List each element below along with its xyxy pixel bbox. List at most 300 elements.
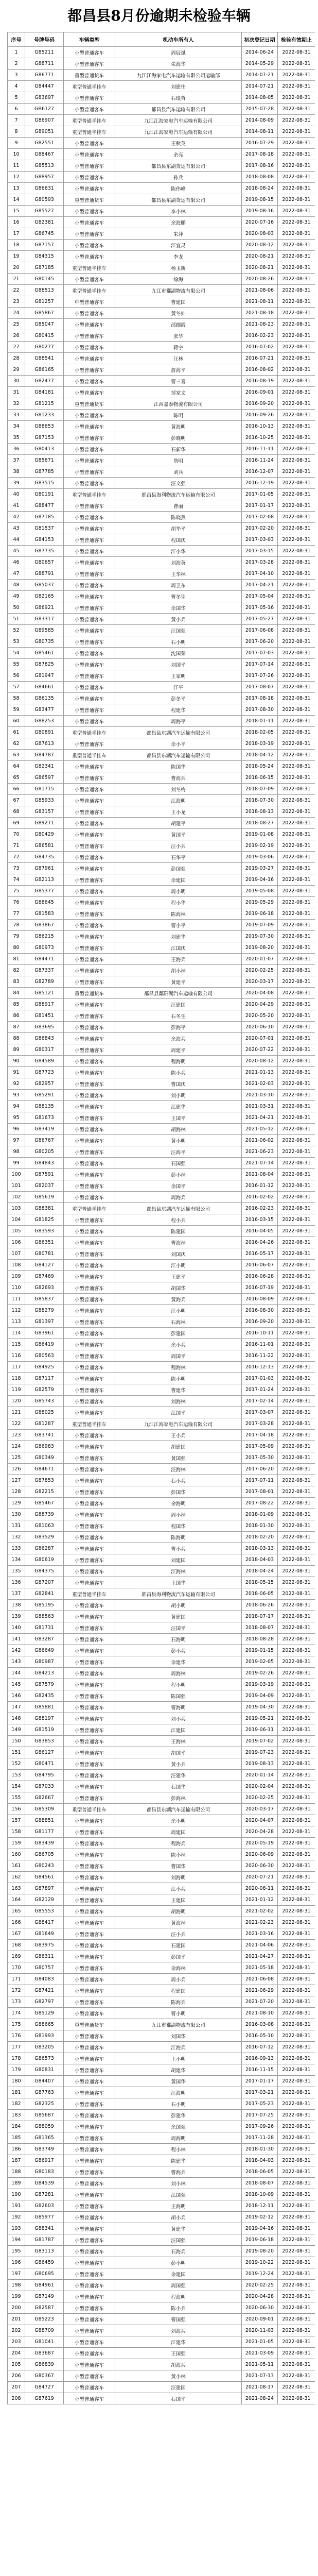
table-row [8, 1962, 315, 1974]
cell-first-registration-date: 2021-06-08 [242, 1974, 278, 1985]
cell-first-registration-date: 2021-03-16 [242, 1928, 278, 1940]
cell-owner: 黄国平 [115, 829, 242, 840]
cell-index: 168 [8, 1940, 25, 1951]
cell-inspection-expiry: 2022-08-31 [278, 908, 315, 920]
table-row [8, 2008, 315, 2019]
cell-first-registration-date: 2021-08-04 [242, 1169, 278, 1180]
cell-owner: 石新华 [115, 444, 242, 455]
cell-plate-number: G82129 [25, 1894, 64, 1906]
cell-vehicle-type: 小型普通客车 [64, 738, 115, 750]
cell-plate-number: G87735 [25, 546, 64, 557]
cell-owner: 九江江海家电汽车运输有限公司 [115, 115, 242, 126]
cell-inspection-expiry: 2022-08-31 [278, 931, 315, 942]
cell-owner: 程海明 [115, 2291, 242, 2302]
cell-inspection-expiry: 2022-08-31 [278, 466, 315, 478]
cell-index: 13 [8, 183, 25, 194]
table-row [8, 194, 315, 206]
cell-owner: 刘国庆 [115, 1248, 242, 1260]
cell-index: 122 [8, 1418, 25, 1430]
cell-inspection-expiry: 2022-08-31 [278, 1214, 315, 1226]
cell-first-registration-date: 2021-03-31 [242, 1101, 278, 1112]
cell-inspection-expiry: 2022-08-31 [278, 852, 315, 863]
cell-inspection-expiry: 2022-08-31 [278, 1044, 315, 1056]
cell-plate-number: G85223 [25, 2314, 64, 2325]
cell-owner: 曹丽 [115, 500, 242, 512]
cell-vehicle-type: 小型普通客车 [64, 863, 115, 874]
table-row [8, 172, 315, 183]
cell-plate-number: G86127 [25, 1747, 64, 1758]
cell-owner: 李小林 [115, 206, 242, 217]
cell-vehicle-type: 重型普通半挂车 [64, 115, 115, 126]
cell-inspection-expiry: 2022-08-31 [278, 1135, 315, 1146]
cell-index: 86 [8, 1010, 25, 1022]
cell-index: 167 [8, 1928, 25, 1940]
cell-first-registration-date: 2019-07-30 [242, 931, 278, 942]
cell-index: 134 [8, 1554, 25, 1566]
cell-plate-number: G87619 [25, 2393, 64, 2404]
cell-index: 76 [8, 897, 25, 908]
cell-index: 202 [8, 2325, 25, 2336]
cell-vehicle-type: 小型普通客车 [64, 500, 115, 512]
cell-plate-number: G80205 [25, 1146, 64, 1158]
cell-inspection-expiry: 2022-08-31 [278, 444, 315, 455]
cell-index: 20 [8, 262, 25, 274]
cell-index: 173 [8, 1996, 25, 2008]
cell-owner: 都昌县东湖货运有限公司 [115, 194, 242, 206]
cell-vehicle-type: 小型普通客车 [64, 2087, 115, 2098]
cell-owner: 江西嘉泰物流有限公司 [115, 398, 242, 410]
cell-plate-number: G86983 [25, 1441, 64, 1452]
header-plate-number: 号牌号码 [25, 32, 64, 47]
cell-owner: 余建国 [115, 2268, 242, 2280]
cell-owner: 程小明 [115, 1679, 242, 1690]
cell-first-registration-date: 2017-08-01 [242, 1486, 278, 1498]
table-row [8, 1452, 315, 1464]
cell-inspection-expiry: 2022-08-31 [278, 1192, 315, 1203]
cell-owner: 都昌县东湖货运有限公司 [115, 160, 242, 172]
cell-index: 128 [8, 1486, 25, 1498]
cell-owner: 陈小兵 [115, 2302, 242, 2314]
cell-inspection-expiry: 2022-08-31 [278, 954, 315, 965]
cell-plate-number: G83515 [25, 478, 64, 489]
table-row [8, 319, 315, 330]
cell-index: 175 [8, 2019, 25, 2030]
cell-plate-number: G86767 [25, 1135, 64, 1146]
cell-first-registration-date: 2017-03-21 [242, 2087, 278, 2098]
table-row [8, 523, 315, 534]
cell-plate-number: G83419 [25, 1124, 64, 1135]
cell-inspection-expiry: 2022-08-31 [278, 1770, 315, 1781]
cell-vehicle-type: 小型普通客车 [64, 795, 115, 806]
cell-inspection-expiry: 2022-08-31 [278, 1430, 315, 1441]
cell-owner: 余建华 [115, 1656, 242, 1668]
cell-plate-number: G82957 [25, 1078, 64, 1090]
cell-index: 77 [8, 908, 25, 920]
cell-plate-number: G87157 [25, 240, 64, 251]
cell-first-registration-date: 2017-06-20 [242, 636, 278, 648]
cell-index: 21 [8, 274, 25, 285]
cell-inspection-expiry: 2022-08-31 [278, 478, 315, 489]
cell-first-registration-date: 2019-05-08 [242, 886, 278, 897]
cell-owner: 余海鹏 [115, 217, 242, 228]
cell-plate-number: G88709 [25, 2325, 64, 2336]
cell-owner: 都昌县东湖汽车运输有限公司 [115, 1804, 242, 1815]
cell-owner: 汪海林 [115, 1464, 242, 1475]
cell-inspection-expiry: 2022-08-31 [278, 1158, 315, 1169]
cell-plate-number: G86581 [25, 840, 64, 852]
cell-plate-number: G85687 [25, 2110, 64, 2121]
cell-first-registration-date: 2018-04-03 [242, 2155, 278, 2166]
cell-owner: 黄海兵 [115, 1294, 242, 1305]
cell-plate-number: G84589 [25, 1056, 64, 1067]
cell-plate-number: G81063 [25, 1520, 64, 1532]
cell-owner: 都昌县汽车运输有限公司 [115, 104, 242, 115]
cell-vehicle-type: 小型普通客车 [64, 602, 115, 614]
cell-inspection-expiry: 2022-08-31 [278, 716, 315, 727]
cell-owner: 王国强 [115, 2348, 242, 2359]
cell-owner: 程海明 [115, 1056, 242, 1067]
table-row [8, 2019, 315, 2030]
cell-inspection-expiry: 2022-08-31 [278, 285, 315, 296]
cell-inspection-expiry: 2022-08-31 [278, 1010, 315, 1022]
cell-first-registration-date: 2018-07-09 [242, 784, 278, 795]
cell-inspection-expiry: 2022-08-31 [278, 693, 315, 704]
cell-inspection-expiry: 2022-08-31 [278, 2132, 315, 2144]
cell-owner: 程建国 [115, 1985, 242, 1996]
table-row [8, 1022, 315, 1033]
cell-inspection-expiry: 2022-08-31 [278, 353, 315, 364]
table-row [8, 1815, 315, 1826]
cell-plate-number: G81451 [25, 1010, 64, 1022]
cell-owner: 都昌县东湖汽车运输有限公司 [115, 727, 242, 738]
cell-first-registration-date: 2016-06-28 [242, 1271, 278, 1282]
cell-first-registration-date: 2017-07-03 [242, 648, 278, 659]
cell-vehicle-type: 小型普通客车 [64, 2302, 115, 2314]
cell-owner: 张华 [115, 330, 242, 342]
cell-owner: 刘海林 [115, 1396, 242, 1407]
cell-inspection-expiry: 2022-08-31 [278, 2064, 315, 2076]
table-row [8, 546, 315, 557]
cell-owner: 王小龙 [115, 806, 242, 818]
table-row [8, 1033, 315, 1044]
cell-first-registration-date: 2017-08-18 [242, 693, 278, 704]
cell-vehicle-type: 小型普通客车 [64, 999, 115, 1010]
cell-vehicle-type: 小型普通客车 [64, 931, 115, 942]
cell-vehicle-type: 小型普通客车 [64, 1826, 115, 1838]
cell-inspection-expiry: 2022-08-31 [278, 2087, 315, 2098]
cell-inspection-expiry: 2022-08-31 [278, 1090, 315, 1101]
cell-inspection-expiry: 2022-08-31 [278, 330, 315, 342]
cell-plate-number: G87897 [25, 1883, 64, 1894]
cell-index: 144 [8, 1668, 25, 1679]
cell-index: 99 [8, 1158, 25, 1169]
cell-inspection-expiry: 2022-08-31 [278, 534, 315, 546]
cell-vehicle-type: 小型普通客车 [64, 1962, 115, 1974]
table-row [8, 1917, 315, 1928]
cell-index: 40 [8, 489, 25, 500]
cell-inspection-expiry: 2022-08-31 [278, 2280, 315, 2291]
cell-plate-number: G82477 [25, 376, 64, 387]
cell-first-registration-date: 2016-09-20 [242, 398, 278, 410]
cell-index: 183 [8, 2110, 25, 2121]
cell-inspection-expiry: 2022-08-31 [278, 1033, 315, 1044]
cell-plate-number: G86597 [25, 772, 64, 784]
cell-index: 32 [8, 398, 25, 410]
table-row [8, 308, 315, 319]
cell-plate-number: G88851 [25, 1815, 64, 1826]
cell-index: 152 [8, 1758, 25, 1770]
cell-inspection-expiry: 2022-08-31 [278, 2155, 315, 2166]
cell-index: 18 [8, 240, 25, 251]
cell-inspection-expiry: 2022-08-31 [278, 1588, 315, 1600]
cell-inspection-expiry: 2022-08-31 [278, 659, 315, 670]
cell-index: 208 [8, 2393, 25, 2404]
cell-first-registration-date: 2019-08-16 [242, 206, 278, 217]
cell-index: 139 [8, 1611, 25, 1622]
cell-vehicle-type: 小型普通客车 [64, 1872, 115, 1883]
cell-inspection-expiry: 2022-08-31 [278, 398, 315, 410]
cell-index: 121 [8, 1407, 25, 1418]
table-row [8, 1951, 315, 1962]
cell-owner: 石国平 [115, 2393, 242, 2404]
cell-first-registration-date: 2019-04-16 [242, 874, 278, 886]
cell-index: 56 [8, 670, 25, 682]
cell-plate-number: G81287 [25, 1418, 64, 1430]
cell-first-registration-date: 2016-11-01 [242, 1339, 278, 1350]
cell-first-registration-date: 2021-06-29 [242, 1985, 278, 1996]
cell-plate-number: G85121 [25, 988, 64, 999]
cell-vehicle-type: 小型普通客车 [64, 1577, 115, 1588]
cell-owner: 彭建华 [115, 2110, 242, 2121]
cell-index: 165 [8, 1906, 25, 1917]
cell-inspection-expiry: 2022-08-31 [278, 149, 315, 160]
cell-plate-number: G80145 [25, 274, 64, 285]
cell-vehicle-type: 小型普通客车 [64, 614, 115, 625]
table-row [8, 976, 315, 988]
cell-first-registration-date: 2017-09-26 [242, 2121, 278, 2132]
table-row [8, 1509, 315, 1520]
cell-owner: 江建国 [115, 1724, 242, 1736]
cell-plate-number: G80781 [25, 1248, 64, 1260]
cell-inspection-expiry: 2022-08-31 [278, 194, 315, 206]
table-row [8, 81, 315, 92]
cell-plate-number: G85881 [25, 1702, 64, 1713]
cell-plate-number: G82797 [25, 1996, 64, 2008]
cell-inspection-expiry: 2022-08-31 [278, 1838, 315, 1849]
cell-vehicle-type: 小型普通客车 [64, 1668, 115, 1679]
cell-plate-number: G88197 [25, 1713, 64, 1724]
cell-inspection-expiry: 2022-08-31 [278, 976, 315, 988]
cell-plate-number: G85309 [25, 1804, 64, 1815]
cell-plate-number: G88477 [25, 500, 64, 512]
table-row [8, 863, 315, 874]
cell-plate-number: G80277 [25, 342, 64, 353]
cell-owner: 石国华 [115, 1781, 242, 1792]
cell-owner: 石国强 [115, 1158, 242, 1169]
cell-owner: 王秋英 [115, 138, 242, 149]
cell-inspection-expiry: 2022-08-31 [278, 1724, 315, 1736]
cell-index: 119 [8, 1384, 25, 1396]
table-row [8, 2234, 315, 2246]
table-row [8, 2178, 315, 2189]
cell-plate-number: G83975 [25, 1940, 64, 1951]
table-row [8, 648, 315, 659]
cell-owner: 石小明 [115, 636, 242, 648]
cell-vehicle-type: 小型普通客车 [64, 682, 115, 693]
cell-index: 171 [8, 1974, 25, 1985]
table-row [8, 1328, 315, 1339]
cell-first-registration-date: 2017-01-05 [242, 489, 278, 500]
cell-plate-number: G87149 [25, 2291, 64, 2302]
cell-index: 98 [8, 1146, 25, 1158]
cell-owner: 九江江海家电汽车运输有限公司 [115, 126, 242, 138]
cell-index: 195 [8, 2246, 25, 2257]
cell-plate-number: G80413 [25, 444, 64, 455]
cell-plate-number: G85553 [25, 1906, 64, 1917]
cell-inspection-expiry: 2022-08-31 [278, 2076, 315, 2087]
cell-vehicle-type: 小型普通客车 [64, 1860, 115, 1872]
cell-owner: 余小明 [115, 1815, 242, 1826]
cell-plate-number: G83687 [25, 2348, 64, 2359]
cell-inspection-expiry: 2022-08-31 [278, 568, 315, 580]
cell-vehicle-type: 小型普通客车 [64, 852, 115, 863]
cell-index: 65 [8, 772, 25, 784]
cell-inspection-expiry: 2022-08-31 [278, 795, 315, 806]
table-row [8, 1248, 315, 1260]
cell-owner: 黄国强 [115, 1452, 242, 1464]
cell-index: 148 [8, 1713, 25, 1724]
cell-index: 95 [8, 1112, 25, 1124]
table-row [8, 1158, 315, 1169]
cell-inspection-expiry: 2022-08-31 [278, 750, 315, 761]
cell-first-registration-date: 2019-10-22 [242, 2257, 278, 2268]
cell-first-registration-date: 2021-05-12 [242, 1124, 278, 1135]
cell-index: 91 [8, 1067, 25, 1078]
cell-plate-number: G88665 [25, 2019, 64, 2030]
cell-owner: 江海林 [115, 1566, 242, 1577]
cell-vehicle-type: 小型普通客车 [64, 693, 115, 704]
cell-first-registration-date: 2019-12-24 [242, 2268, 278, 2280]
cell-plate-number: G85513 [25, 160, 64, 172]
cell-vehicle-type: 小型普通客车 [64, 1022, 115, 1033]
table-row [8, 364, 315, 376]
cell-plate-number: G84127 [25, 1260, 64, 1271]
cell-index: 127 [8, 1475, 25, 1486]
cell-vehicle-type: 小型普通客车 [64, 1248, 115, 1260]
cell-owner: 王海林 [115, 1736, 242, 1747]
cell-index: 57 [8, 682, 25, 693]
cell-first-registration-date: 2019-06-18 [242, 2234, 278, 2246]
cell-vehicle-type: 小型普通客车 [64, 466, 115, 478]
cell-inspection-expiry: 2022-08-31 [278, 2291, 315, 2302]
cell-inspection-expiry: 2022-08-31 [278, 1305, 315, 1316]
cell-inspection-expiry: 2022-08-31 [278, 2359, 315, 2370]
cell-vehicle-type: 小型普通客车 [64, 444, 115, 455]
cell-vehicle-type: 小型普通客车 [64, 1656, 115, 1668]
cell-inspection-expiry: 2022-08-31 [278, 1509, 315, 1520]
table-row [8, 1838, 315, 1849]
cell-first-registration-date: 2016-08-09 [242, 1294, 278, 1305]
cell-vehicle-type: 小型普通客车 [64, 920, 115, 931]
table-row [8, 2132, 315, 2144]
table-row [8, 1294, 315, 1305]
cell-plate-number: G81993 [25, 2030, 64, 2042]
cell-owner: 彭小明 [115, 2257, 242, 2268]
cell-plate-number: G83529 [25, 1532, 64, 1543]
cell-owner: 黄海林 [115, 1917, 242, 1928]
cell-plate-number: G87281 [25, 2189, 64, 2200]
cell-vehicle-type: 小型普通客车 [64, 557, 115, 568]
cell-inspection-expiry: 2022-08-31 [278, 1441, 315, 1452]
cell-index: 50 [8, 602, 25, 614]
cell-vehicle-type: 小型普通客车 [64, 1056, 115, 1067]
cell-vehicle-type: 小型普通客车 [64, 1713, 115, 1724]
cell-owner: 余亮 [115, 149, 242, 160]
cell-first-registration-date: 2016-12-13 [242, 1362, 278, 1373]
cell-index: 66 [8, 784, 25, 795]
cell-index: 206 [8, 2370, 25, 2382]
cell-first-registration-date: 2017-03-28 [242, 557, 278, 568]
table-row [8, 1668, 315, 1679]
cell-plate-number: G85211 [25, 47, 64, 58]
cell-owner: 彭小兵 [115, 1645, 242, 1656]
table-row [8, 70, 315, 81]
cell-plate-number: G80471 [25, 1758, 64, 1770]
cell-first-registration-date: 2017-08-18 [242, 149, 278, 160]
cell-index: 45 [8, 546, 25, 557]
cell-vehicle-type: 小型普通客车 [64, 2053, 115, 2064]
table-row [8, 2189, 315, 2200]
cell-vehicle-type: 小型普通客车 [64, 2076, 115, 2087]
cell-plate-number: G83593 [25, 1226, 64, 1237]
cell-plate-number: G85671 [25, 455, 64, 466]
table-row [8, 818, 315, 829]
cell-first-registration-date: 2018-01-11 [242, 716, 278, 727]
cell-first-registration-date: 2018-08-13 [242, 806, 278, 818]
cell-owner: 曹三喜 [115, 376, 242, 387]
cell-owner: 余海明 [115, 1498, 242, 1509]
cell-first-registration-date: 2020-11-03 [242, 2325, 278, 2336]
cell-index: 82 [8, 965, 25, 976]
cell-vehicle-type: 小型普通客车 [64, 716, 115, 727]
cell-index: 31 [8, 387, 25, 398]
cell-first-registration-date: 2017-03-07 [242, 1407, 278, 1418]
cell-index: 15 [8, 206, 25, 217]
cell-index: 135 [8, 1566, 25, 1577]
cell-owner: 刘海兵 [115, 2325, 242, 2336]
cell-plate-number: G86287 [25, 1543, 64, 1554]
cell-first-registration-date: 2018-02-05 [242, 727, 278, 738]
cell-vehicle-type: 小型普通客车 [64, 659, 115, 670]
table-row [8, 806, 315, 818]
cell-index: 147 [8, 1702, 25, 1713]
cell-index: 157 [8, 1815, 25, 1826]
cell-inspection-expiry: 2022-08-31 [278, 319, 315, 330]
table-row [8, 1226, 315, 1237]
cell-index: 172 [8, 1985, 25, 1996]
cell-owner: 刘小明 [115, 1090, 242, 1101]
cell-index: 199 [8, 2291, 25, 2302]
cell-inspection-expiry: 2022-08-31 [278, 2189, 315, 2200]
cell-index: 93 [8, 1090, 25, 1101]
table-row [8, 2064, 315, 2076]
cell-plate-number: G82551 [25, 138, 64, 149]
cell-vehicle-type: 小型普通客车 [64, 2098, 115, 2110]
table-row [8, 1260, 315, 1271]
cell-first-registration-date: 2017-04-18 [242, 1430, 278, 1441]
cell-plate-number: G87337 [25, 965, 64, 976]
table-row [8, 534, 315, 546]
